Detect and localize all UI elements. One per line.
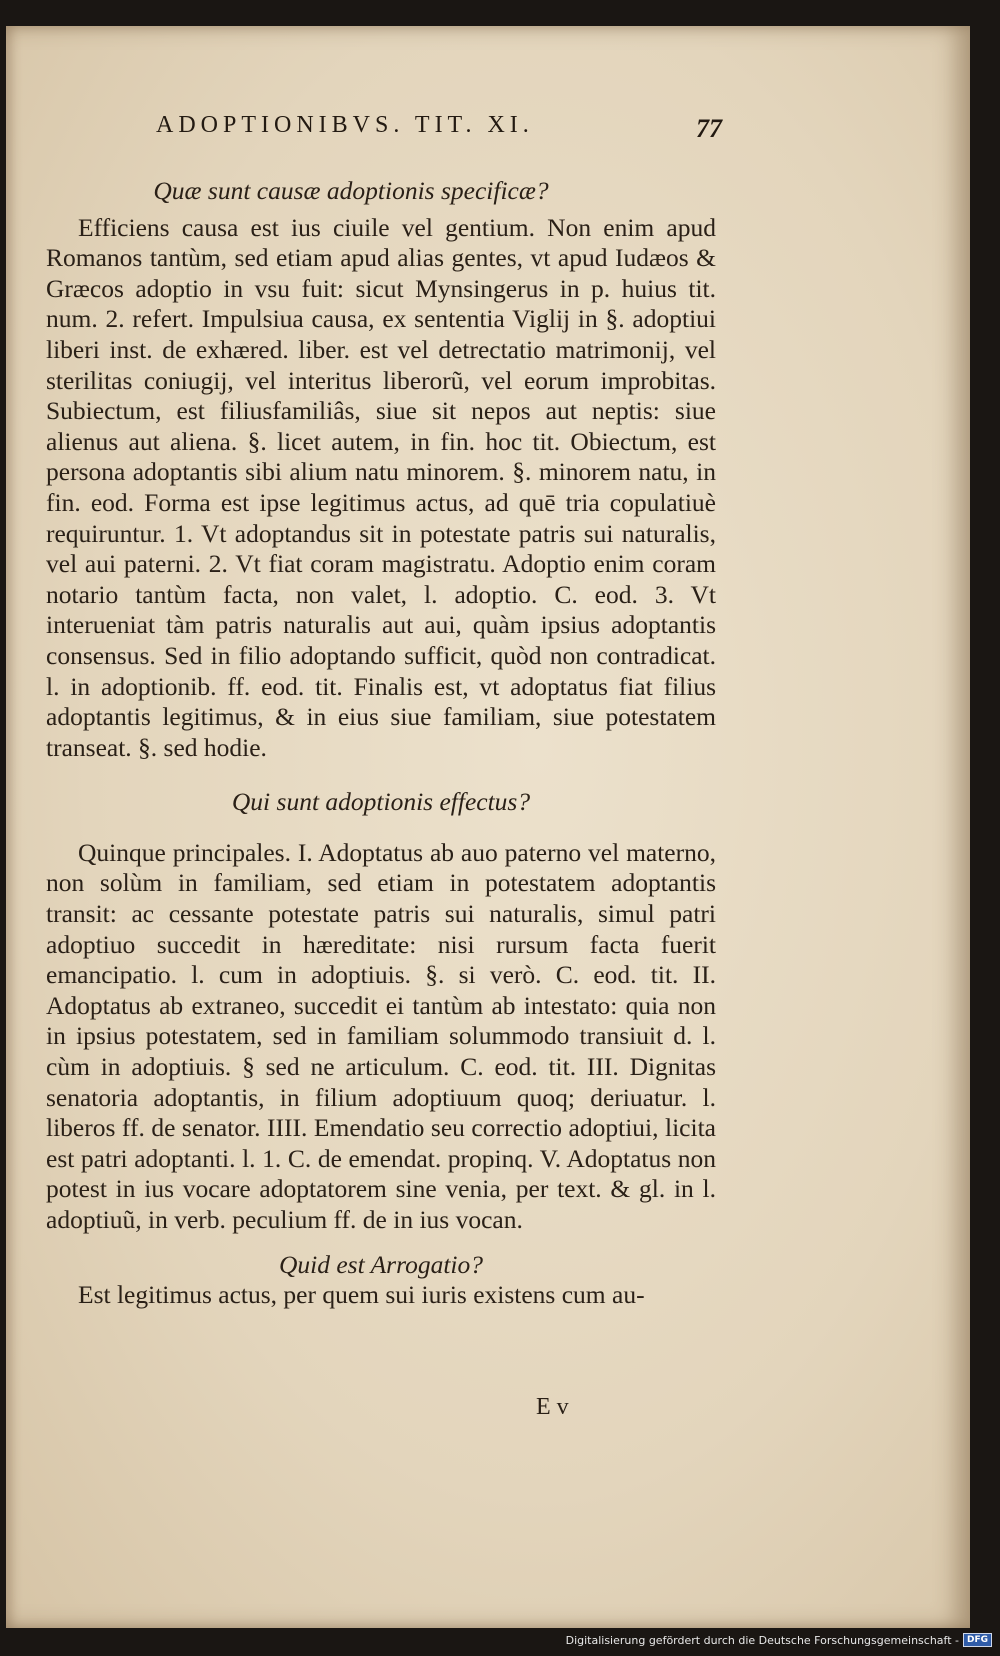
question-heading-3: Quid est Arrogatio? xyxy=(278,1249,483,1279)
digitization-footer xyxy=(566,1632,992,1648)
book-page xyxy=(6,26,970,1628)
running-title: ADOPTIONIBVS. TIT. XI. xyxy=(156,112,534,138)
running-header xyxy=(156,112,936,152)
signature-mark: E v xyxy=(536,1394,569,1420)
question-heading-2: Qui sunt adoptionis effectus? xyxy=(231,787,531,817)
paragraph-2: Quinque principales. I. Adoptatus ab auo paterno vel materno, non solùm in familiam, sed etiam in potestatem adoptantis transit: ac cessante potestate patris sui naturalis, simul patri adoptiuo succedit in hæreditate: nisi rursum facta fuerit emancipatio. l. cum in adoptiuis. §. si verò. C. eod. tit. II. Adoptatus ab extraneo, succedit ei tantùm ab intestato: quia non in ipsius potestatem, sed in familiam solummodo transiuit d. l. cùm in adoptiuis. § sed ne articulum. C. eod. tit. III. Dignitas senatoria adoptantis, in filium adoptiuum quoq; deriuatur. l. liberos ff. de senator. IIII. Emendatio seu correctio adoptiui, licita est patri adoptanti. l. 1. C. de emendat. propinq. V. Adoptatus non potest in ius vocare adoptatorem sine venia, per text. & gl. in l. adoptiuũ, in verb. peculium ff. de in ius vocan. xyxy=(46,837,716,1234)
paragraph-1: Efficiens causa est ius ciuile vel gentium. Non enim apud Romanos tantùm, sed etiam apud alias gentes, vt apud Iudæos & Græcos adoptio in vsu fuit: sicut Mynsingerus in p. huius tit. num. 2. refert. Impulsiua causa, ex sententia Viglij in §. adoptiui liberi inst. de exhæred. liber. est vel detrectatio matrimonij, vel sterilitas coniugij, vel interitus liberorũ, vel eorum improbitas. Subiectum, est filiusfamiliâs, siue sit nepos aut neptis: siue alienus aut aliena. §. licet autem, in fin. hoc tit. Obiectum, est persona adoptantis sibi alium natu minorem. §. minorem natu, in fin. eod. Forma est ipse legitimus actus, ad quē tria copulatiuè requiruntur. 1. Vt adoptandus sit in potestate patris sui naturalis, vel aui paterni. 2. Vt fiat coram magistratu. Adoptio enim coram notario tantùm facta, non valet, l. adoptio. C. eod. 3. Vt interueniat tàm patris naturalis aut aui, quàm ipsius adoptantis consensus. Sed in filio adoptando sufficit, quòd non contradicat. l. in adoptionib. ff. eod. tit. Finalis est, vt adoptatus fiat filius adoptantis legitimus, & in eius siue familiam, siue potestatem transeat. §. sed hodie. xyxy=(46,212,716,762)
question-heading-1: Quæ sunt causæ adoptionis specificæ? xyxy=(153,176,549,205)
footer-credit: Digitalisierung gefördert durch die Deutsche Forschungsgemeinschaft - xyxy=(565,1633,959,1647)
main-text xyxy=(46,176,716,1311)
paragraph-3: Est legitimus actus, per quem sui iuris existens cum au- xyxy=(78,1280,645,1310)
page-number: 77 xyxy=(696,114,722,143)
dfg-logo-icon: DFG xyxy=(963,1633,992,1647)
